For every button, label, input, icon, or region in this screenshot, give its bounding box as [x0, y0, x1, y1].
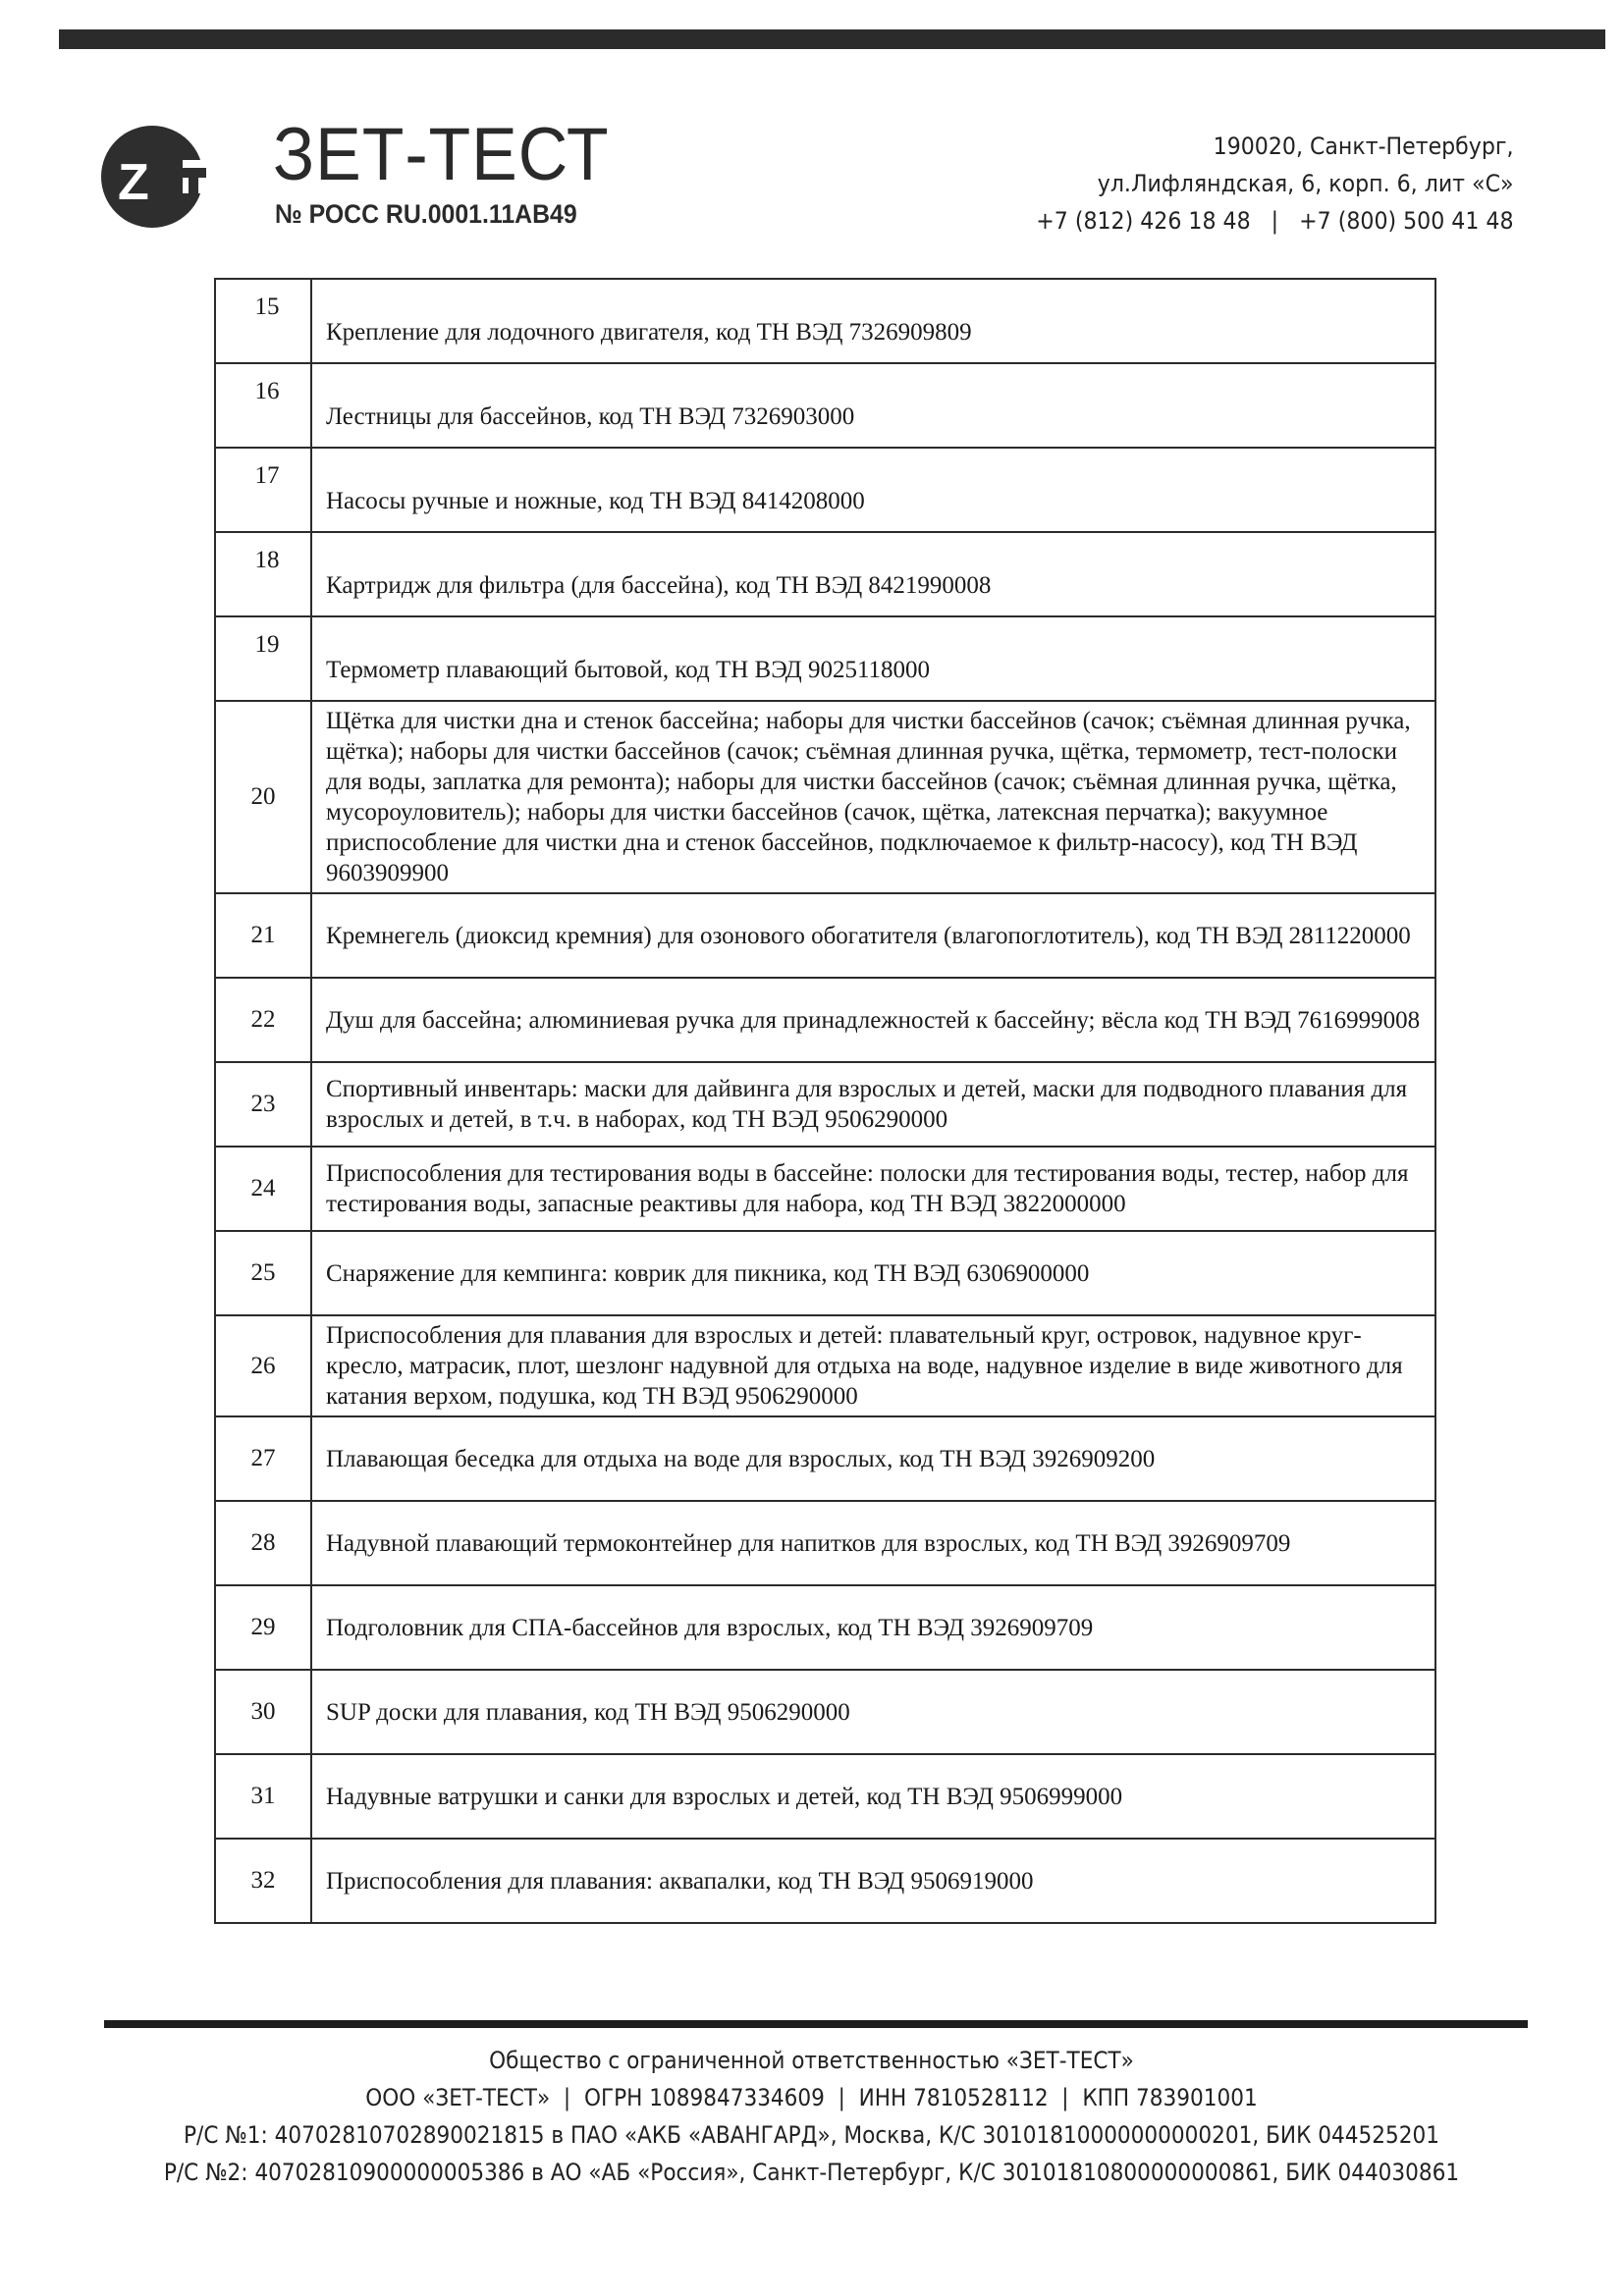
header-divider: [59, 29, 1605, 49]
row-description: Плавающая беседка для отдыха на воде для взрослых, код ТН ВЭД 3926909200: [311, 1416, 1435, 1501]
row-description: Картридж для фильтра (для бассейна), код ТН ВЭД 8421990008: [311, 532, 1435, 616]
table-row: [215, 893, 1435, 978]
row-description: Снаряжение для кемпинга: коврик для пикника, код ТН ВЭД 6306900000: [311, 1231, 1435, 1315]
row-description: Щётка для чистки дна и стенок бассейна; наборы для чистки бассейнов (сачок; съёмная длинная ручка, щётка); наборы для чистки бассейнов (сачок; съёмная длинная ручка, щётка, термометр, тест-полоски для воды, заплатка для ремонта); наборы для чистки бассейнов (сачок; съёмная длинная ручка, щётка, мусороуловитель); наборы для чистки бассейнов (сачок, щётка, латексная перчатка); вакуумное приспособление для чистки дна и стенок бассейнов, подключаемое к фильтр-насосу), код ТН ВЭД 9603909900: [311, 701, 1435, 893]
company-name: ЗЕТ-ТЕСТ: [273, 113, 610, 196]
footer-registration-ids: ООО «ЗЕТ-ТЕСТ» | ОГРН 1089847334609 | ИНН 7810528112 | КПП 783901001: [365, 2084, 1258, 2111]
row-number: 30: [215, 1670, 311, 1754]
footer-divider: [104, 2020, 1528, 2028]
table-row: [215, 1147, 1435, 1231]
row-description: Душ для бассейна; алюминиевая ручка для принадлежностей к бассейну; вёсла код ТН ВЭД 7616999008: [311, 978, 1435, 1062]
row-number: 15: [215, 279, 311, 363]
row-number: 18: [215, 532, 311, 616]
row-number: 27: [215, 1416, 311, 1501]
row-number: 23: [215, 1062, 311, 1147]
row-number: 20: [215, 701, 311, 893]
table-row: [215, 363, 1435, 448]
row-number: 21: [215, 893, 311, 978]
table-row: [215, 1501, 1435, 1585]
row-number: 17: [215, 448, 311, 532]
row-number: 19: [215, 616, 311, 701]
address-line-city: 190020, Санкт-Петербург,: [1213, 133, 1513, 160]
svg-text:Z: Z: [118, 154, 149, 211]
row-number: 31: [215, 1754, 311, 1839]
row-number: 28: [215, 1501, 311, 1585]
footer-bank-account-1: Р/С №1: 40702810702890021815 в ПАО «АКБ «АВАНГАРД», Москва, К/С 30101810000000000201, БИК 044525201: [184, 2121, 1439, 2149]
row-number: 22: [215, 978, 311, 1062]
table-row: [215, 1315, 1435, 1416]
row-description: Надувной плавающий термоконтейнер для напитков для взрослых, код ТН ВЭД 3926909709: [311, 1501, 1435, 1585]
table-row: [215, 1670, 1435, 1754]
footer-legal-name: Общество с ограниченной ответственностью «ЗЕТ-ТЕСТ»: [489, 2047, 1134, 2074]
table-row: [215, 1585, 1435, 1670]
table-row: [215, 616, 1435, 701]
table-row: [215, 1062, 1435, 1147]
row-description: Кремнегель (диоксид кремния) для озонового обогатителя (влагопоглотитель), код ТН ВЭД 2811220000: [311, 893, 1435, 978]
table-row: [215, 1839, 1435, 1923]
row-number: 25: [215, 1231, 311, 1315]
row-description: Приспособления для тестирования воды в бассейне: полоски для тестирования воды, тестер, набор для тестирования воды, запасные реактивы для набора, код ТН ВЭД 3822000000: [311, 1147, 1435, 1231]
table-row: [215, 701, 1435, 893]
table-row: [215, 1754, 1435, 1839]
table-row: [215, 532, 1435, 616]
table-row: [215, 1416, 1435, 1501]
table-row: [215, 448, 1435, 532]
row-description: Крепление для лодочного двигателя, код ТН ВЭД 7326909809: [311, 279, 1435, 363]
row-number: 26: [215, 1315, 311, 1416]
table-row: [215, 1231, 1435, 1315]
certificate-number: № РОСС RU.0001.11АВ49: [275, 199, 577, 229]
row-number: 32: [215, 1839, 311, 1923]
footer-bank-account-2: Р/С №2: 40702810900000005386 в АО «АБ «Россия», Санкт-Петербург, К/С 30101810800000000861, БИК 044030861: [163, 2159, 1460, 2186]
table-row: [215, 978, 1435, 1062]
row-description: Приспособления для плавания для взрослых и детей: плавательный круг, островок, надувное круг-кресло, матрасик, плот, шезлонг надувной для отдыха на воде, надувное изделие в виде животного для катания верхом, подушка, код ТН ВЭД 9506290000: [311, 1315, 1435, 1416]
row-description: Насосы ручные и ножные, код ТН ВЭД 8414208000: [311, 448, 1435, 532]
company-logo-icon: [98, 123, 206, 231]
row-description: SUP доски для плавания, код ТН ВЭД 9506290000: [311, 1670, 1435, 1754]
row-number: 16: [215, 363, 311, 448]
row-description: Надувные ватрушки и санки для взрослых и детей, код ТН ВЭД 9506999000: [311, 1754, 1435, 1839]
address-line-street: ул.Лифляндская, 6, корп. 6, лит «С»: [1097, 170, 1513, 197]
row-number: 29: [215, 1585, 311, 1670]
products-table: [214, 278, 1436, 1924]
row-description: Лестницы для бассейнов, код ТН ВЭД 7326903000: [311, 363, 1435, 448]
row-number: 24: [215, 1147, 311, 1231]
row-description: Подголовник для СПА-бассейнов для взрослых, код ТН ВЭД 3926909709: [311, 1585, 1435, 1670]
row-description: Термометр плавающий бытовой, код ТН ВЭД 9025118000: [311, 616, 1435, 701]
phone-numbers: +7 (812) 426 18 48 | +7 (800) 500 41 48: [1035, 207, 1513, 235]
company-footer: [0, 2042, 1623, 2191]
table-row: [215, 279, 1435, 363]
row-description: Приспособления для плавания: аквапалки, код ТН ВЭД 9506919000: [311, 1839, 1435, 1923]
row-description: Спортивный инвентарь: маски для дайвинга для взрослых и детей, маски для подводного плавания для взрослых и детей, в т.ч. в наборах, код ТН ВЭД 9506290000: [311, 1062, 1435, 1147]
company-address: [1036, 128, 1513, 240]
